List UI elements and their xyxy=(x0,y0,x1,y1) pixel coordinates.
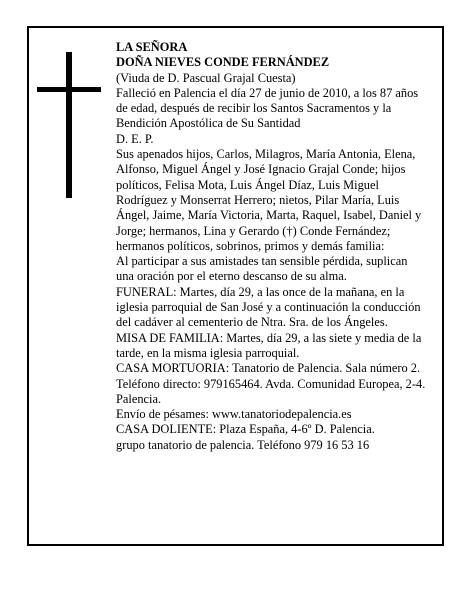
cross-icon xyxy=(37,52,101,198)
condolences-link: Envío de pésames: www.tanatoriodepalencia.es xyxy=(116,407,352,422)
prayer-request: Al participar a sus amistades tan sensible pérdida, suplican una oración por el eterno descanso de su alma. xyxy=(116,254,408,284)
cross-horizontal-bar xyxy=(37,87,101,92)
funeral-home-info: CASA MORTUORIA: Tanatorio de Palencia. Sala número 2. Teléfono directo: 979165464. Avda. Comunidad Europea, 2-4. Palencia. xyxy=(116,361,426,406)
obituary-text xyxy=(116,40,426,453)
mourners-list: Sus apenados hijos, Carlos, Milagros, María Antonia, Elena, Alfonso, Miguel Ángel y José Ignacio Grajal Conde; hijos políticos, Felisa Mota, Luis Ángel Díaz, Luis Miguel Rodríguez y Monserrat Herrero; nietos, Pilar María, Luis Ángel, Jaime, María Victoria, Marta, Raquel, Isabel, Daniel y Jorge; hermanos, Lina y Gerardo (†) Conde Fernández; hermanos políticos, sobrinos, primos y demás familia: xyxy=(116,147,422,253)
family-mass-info: MISA DE FAMILIA: Martes, día 29, a las siete y media de la tarde, en la misma iglesia parroquial. xyxy=(116,330,422,360)
deceased-name: DOÑA NIEVES CONDE FERNÁNDEZ xyxy=(116,55,330,70)
rip: D. E. P. xyxy=(116,131,154,146)
funeral-info: FUNERAL: Martes, día 29, a las once de la mañana, en la iglesia parroquial de San José y a continuación la conducción del cadáver al cementerio de Ntra. Sra. de los Ángeles. xyxy=(116,284,421,330)
title-line-1: LA SEÑORA xyxy=(116,40,188,54)
mourning-house-info: CASA DOLIENTE: Plaza España, 4-6º D. Palencia. xyxy=(116,422,375,437)
footer-contact: grupo tanatorio de palencia. Teléfono 979 16 53 16 xyxy=(116,437,370,452)
cross-vertical-bar xyxy=(66,52,72,198)
death-announcement: Falleció en Palencia el día 27 de junio de 2010, a los 87 años de edad, después de recibir los Santos Sacramentos y la Bendición Apostólica de Su Santidad xyxy=(116,85,419,131)
widow-of: (Viuda de D. Pascual Grajal Cuesta) xyxy=(116,70,296,85)
